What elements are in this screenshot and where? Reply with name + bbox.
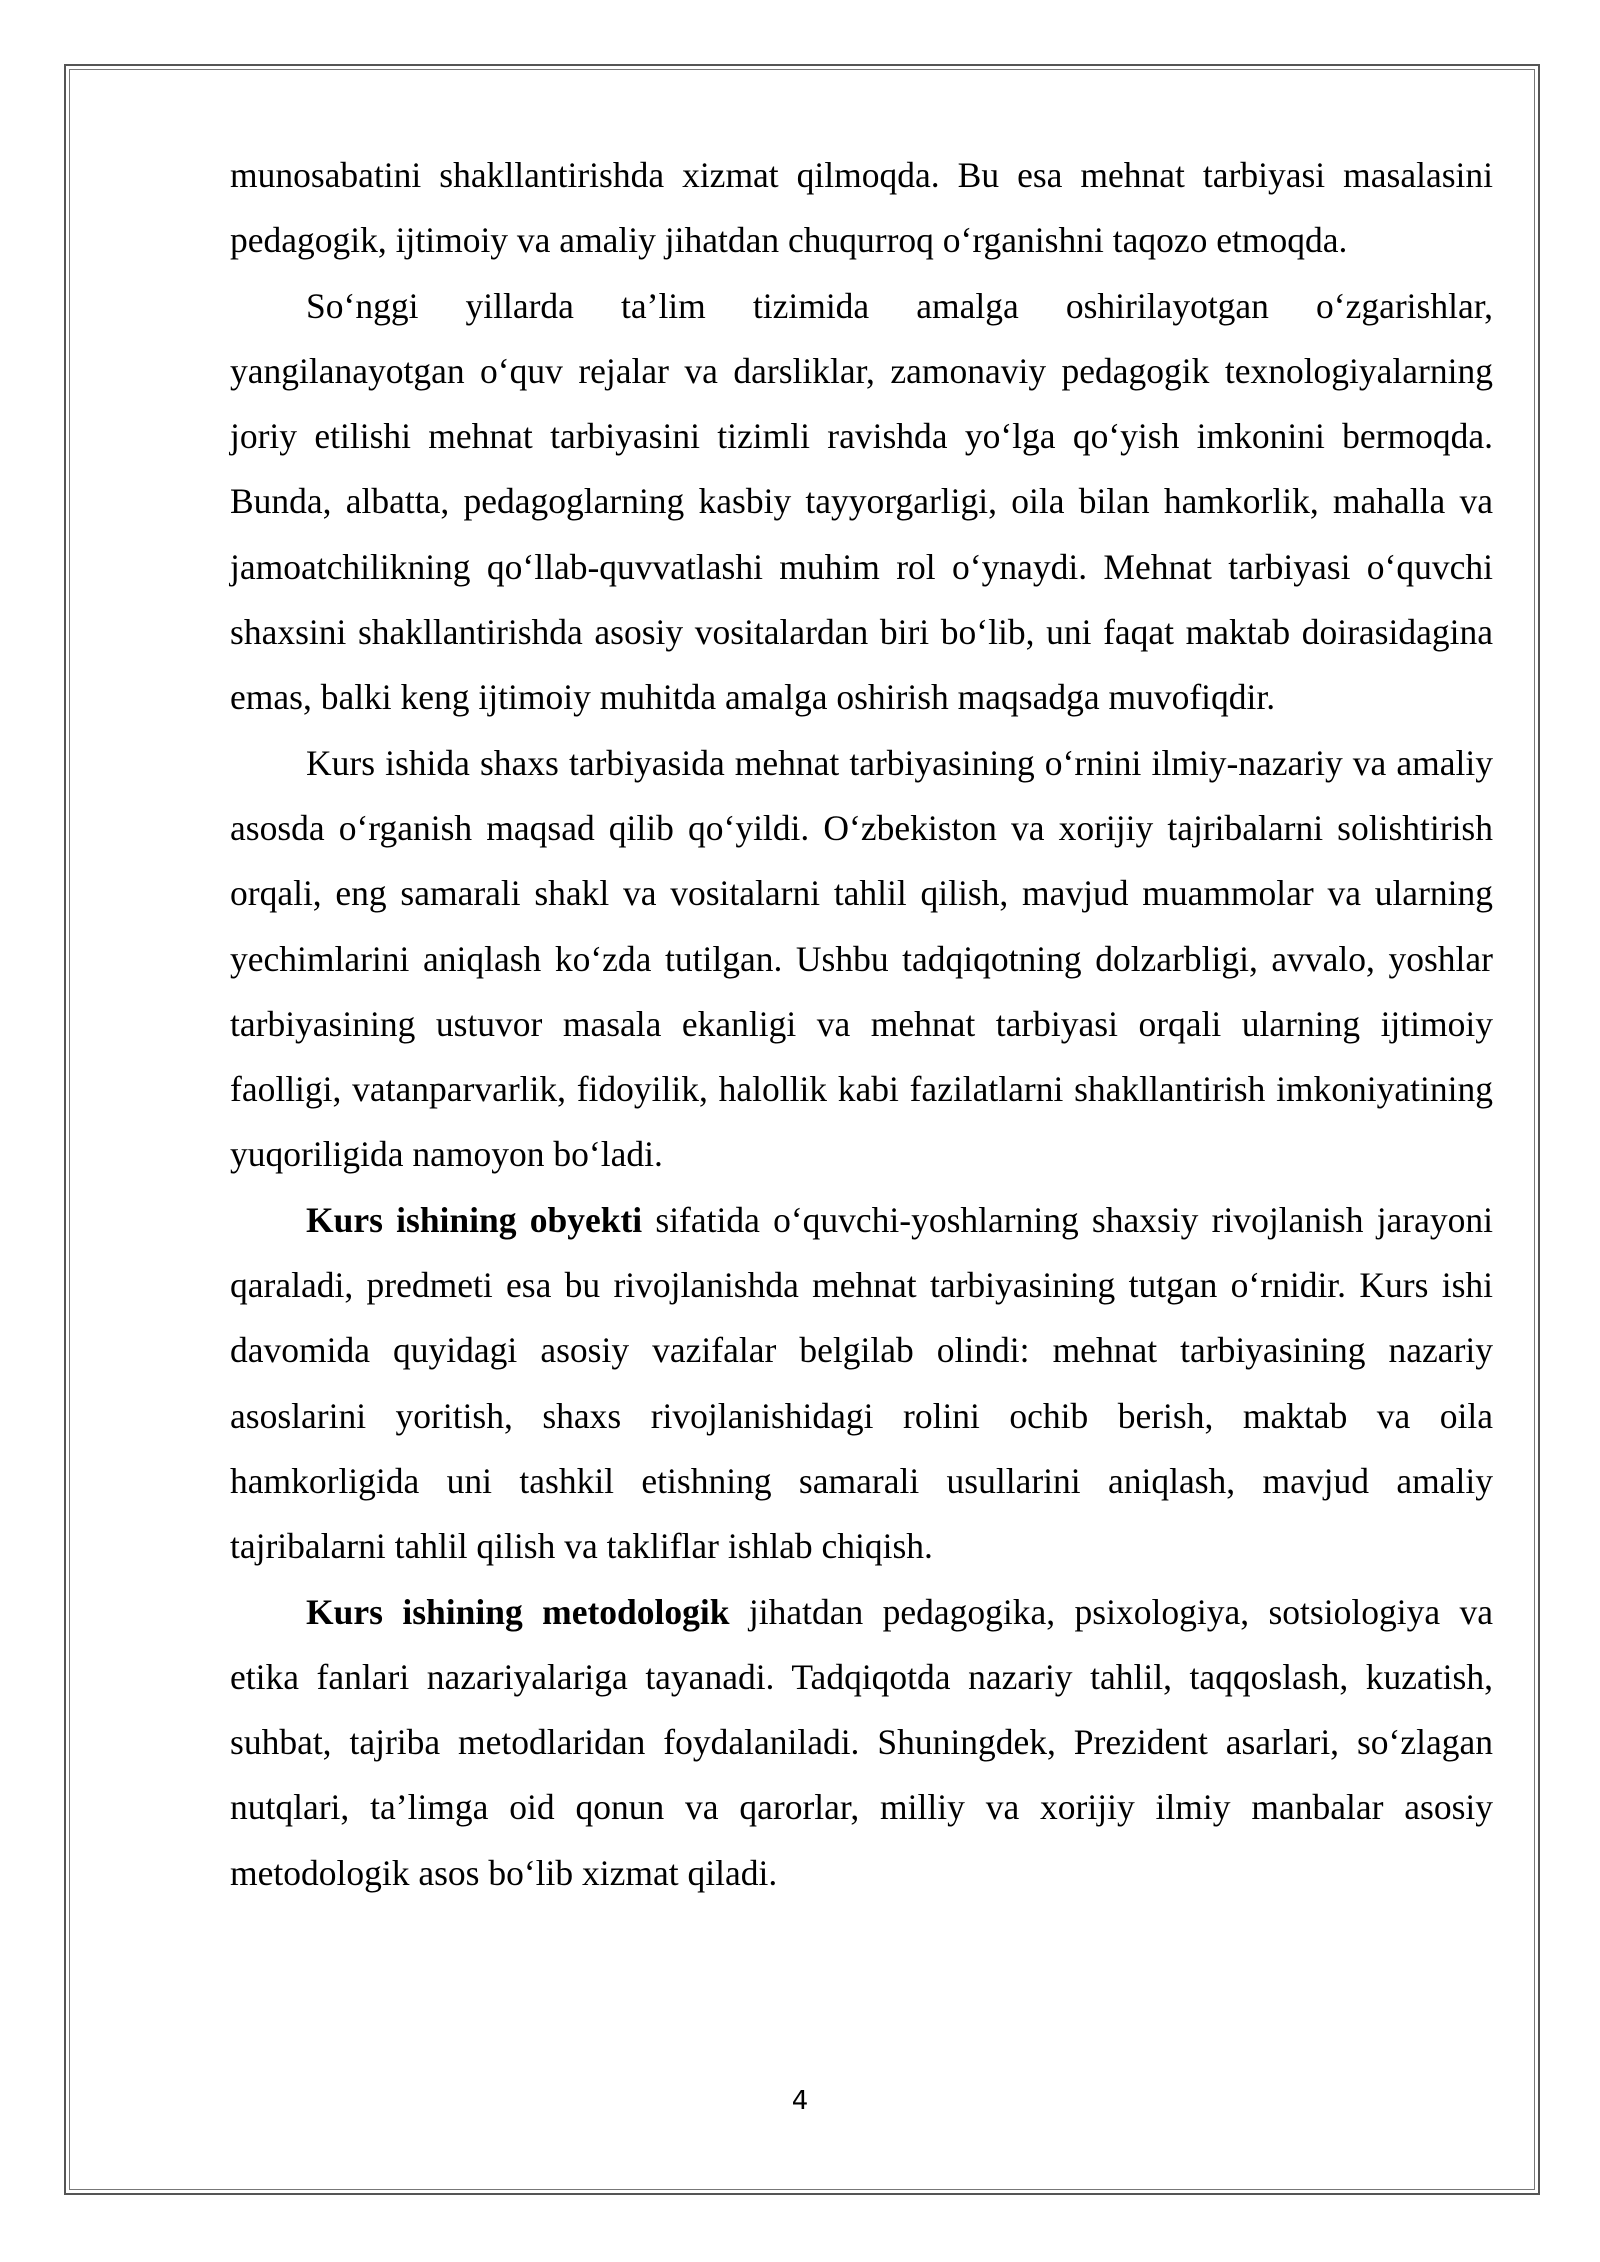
document-body	[230, 143, 1493, 1906]
page-number: 4	[791, 2086, 809, 2116]
paragraph-3-text: Kurs ishida shaxs tarbiyasida mehnat tarbiyasining o‘rnini ilmiy-nazariy va amaliy asosda o‘rganish maqsad qilib qo‘yildi. O‘zbekiston va xorijiy tajribalarni solishtirish orqali, eng samarali shakl va vositalarni tahlil qilish, mavjud muammolar va ularning yechimlarini aniqlash ko‘zda tutilgan. Ushbu tadqiqotning dolzarbligi, avvalo, yoshlar tarbiyasining ustuvor masala ekanligi va mehnat tarbiyasi orqali ularning ijtimoiy faolligi, vatanparvarlik, fidoyilik, halollik kabi fazilatlarni shakllantirish imkoniyatining yuqoriligida namoyon bo‘ladi.	[230, 742, 1493, 1175]
paragraph-2-text: So‘nggi yillarda ta’lim tizimida amalga oshirilayotgan o‘zgarishlar, yangilanayotgan o‘quv rejalar va darsliklar, zamonaviy pedagogik texnologiyalarning joriy etilishi mehnat tarbiyasini tizimli ravishda yo‘lga qo‘yish imkonini bermoqda. Bunda, albatta, pedagoglarning kasbiy tayyorgarligi, oila bilan hamkorlik, mahalla va jamoatchilikning qo‘llab-quvvatlashi muhim rol o‘ynaydi. Mehnat tarbiyasi o‘quvchi shaxsini shakllantirishda asosiy vositalardan biri bo‘lib, uni faqat maktab doirasidagina emas, balki keng ijtimoiy muhitda amalga oshirish maqsadga muvofiqdir.	[230, 285, 1493, 718]
paragraph-5-text: jihatdan pedagogika, psixologiya, sotsiologiya va etika fanlari nazariyalariga tayanadi. Tadqiqotda nazariy tahlil, taqqoslash, kuzatish, suhbat, tajriba metodlaridan foydalaniladi. Shuningdek, Prezident asarlari, so‘zlagan nutqlari, ta’limga oid qonun va qarorlar, milliy va xorijiy ilmiy manbalar asosiy metodologik asos bo‘lib xizmat qiladi.	[230, 1591, 1493, 1893]
paragraph-4	[230, 1188, 1493, 1580]
paragraph-5-bold-lead: Kurs ishining metodologik	[306, 1591, 730, 1632]
paragraph-1	[230, 143, 1493, 274]
paragraph-3	[230, 731, 1493, 1188]
paragraph-4-bold-lead: Kurs ishining obyekti	[306, 1199, 643, 1240]
paragraph-5	[230, 1580, 1493, 1906]
paragraph-1-text: munosabatini shakllantirishda xizmat qilmoqda. Bu esa mehnat tarbiyasi masalasini pedagogik, ijtimoiy va amaliy jihatdan chuqurroq o‘rganishni taqozo etmoqda.	[230, 155, 1493, 261]
paragraph-4-text: sifatida o‘quvchi-yoshlarning shaxsiy rivojlanish jarayoni qaraladi, predmeti esa bu rivojlanishda mehnat tarbiyasining tutgan o‘rnidir. Kurs ishi davomida quyidagi asosiy vazifalar belgilab olindi: mehnat tarbiyasining nazariy asoslarini yoritish, shaxs rivojlanishidagi rolini ochib berish, maktab va oila hamkorligida uni tashkil etishning samarali usullarini aniqlash, mavjud amaliy tajribalarni tahlil qilish va takliflar ishlab chiqish.	[230, 1199, 1493, 1567]
paragraph-2	[230, 274, 1493, 731]
